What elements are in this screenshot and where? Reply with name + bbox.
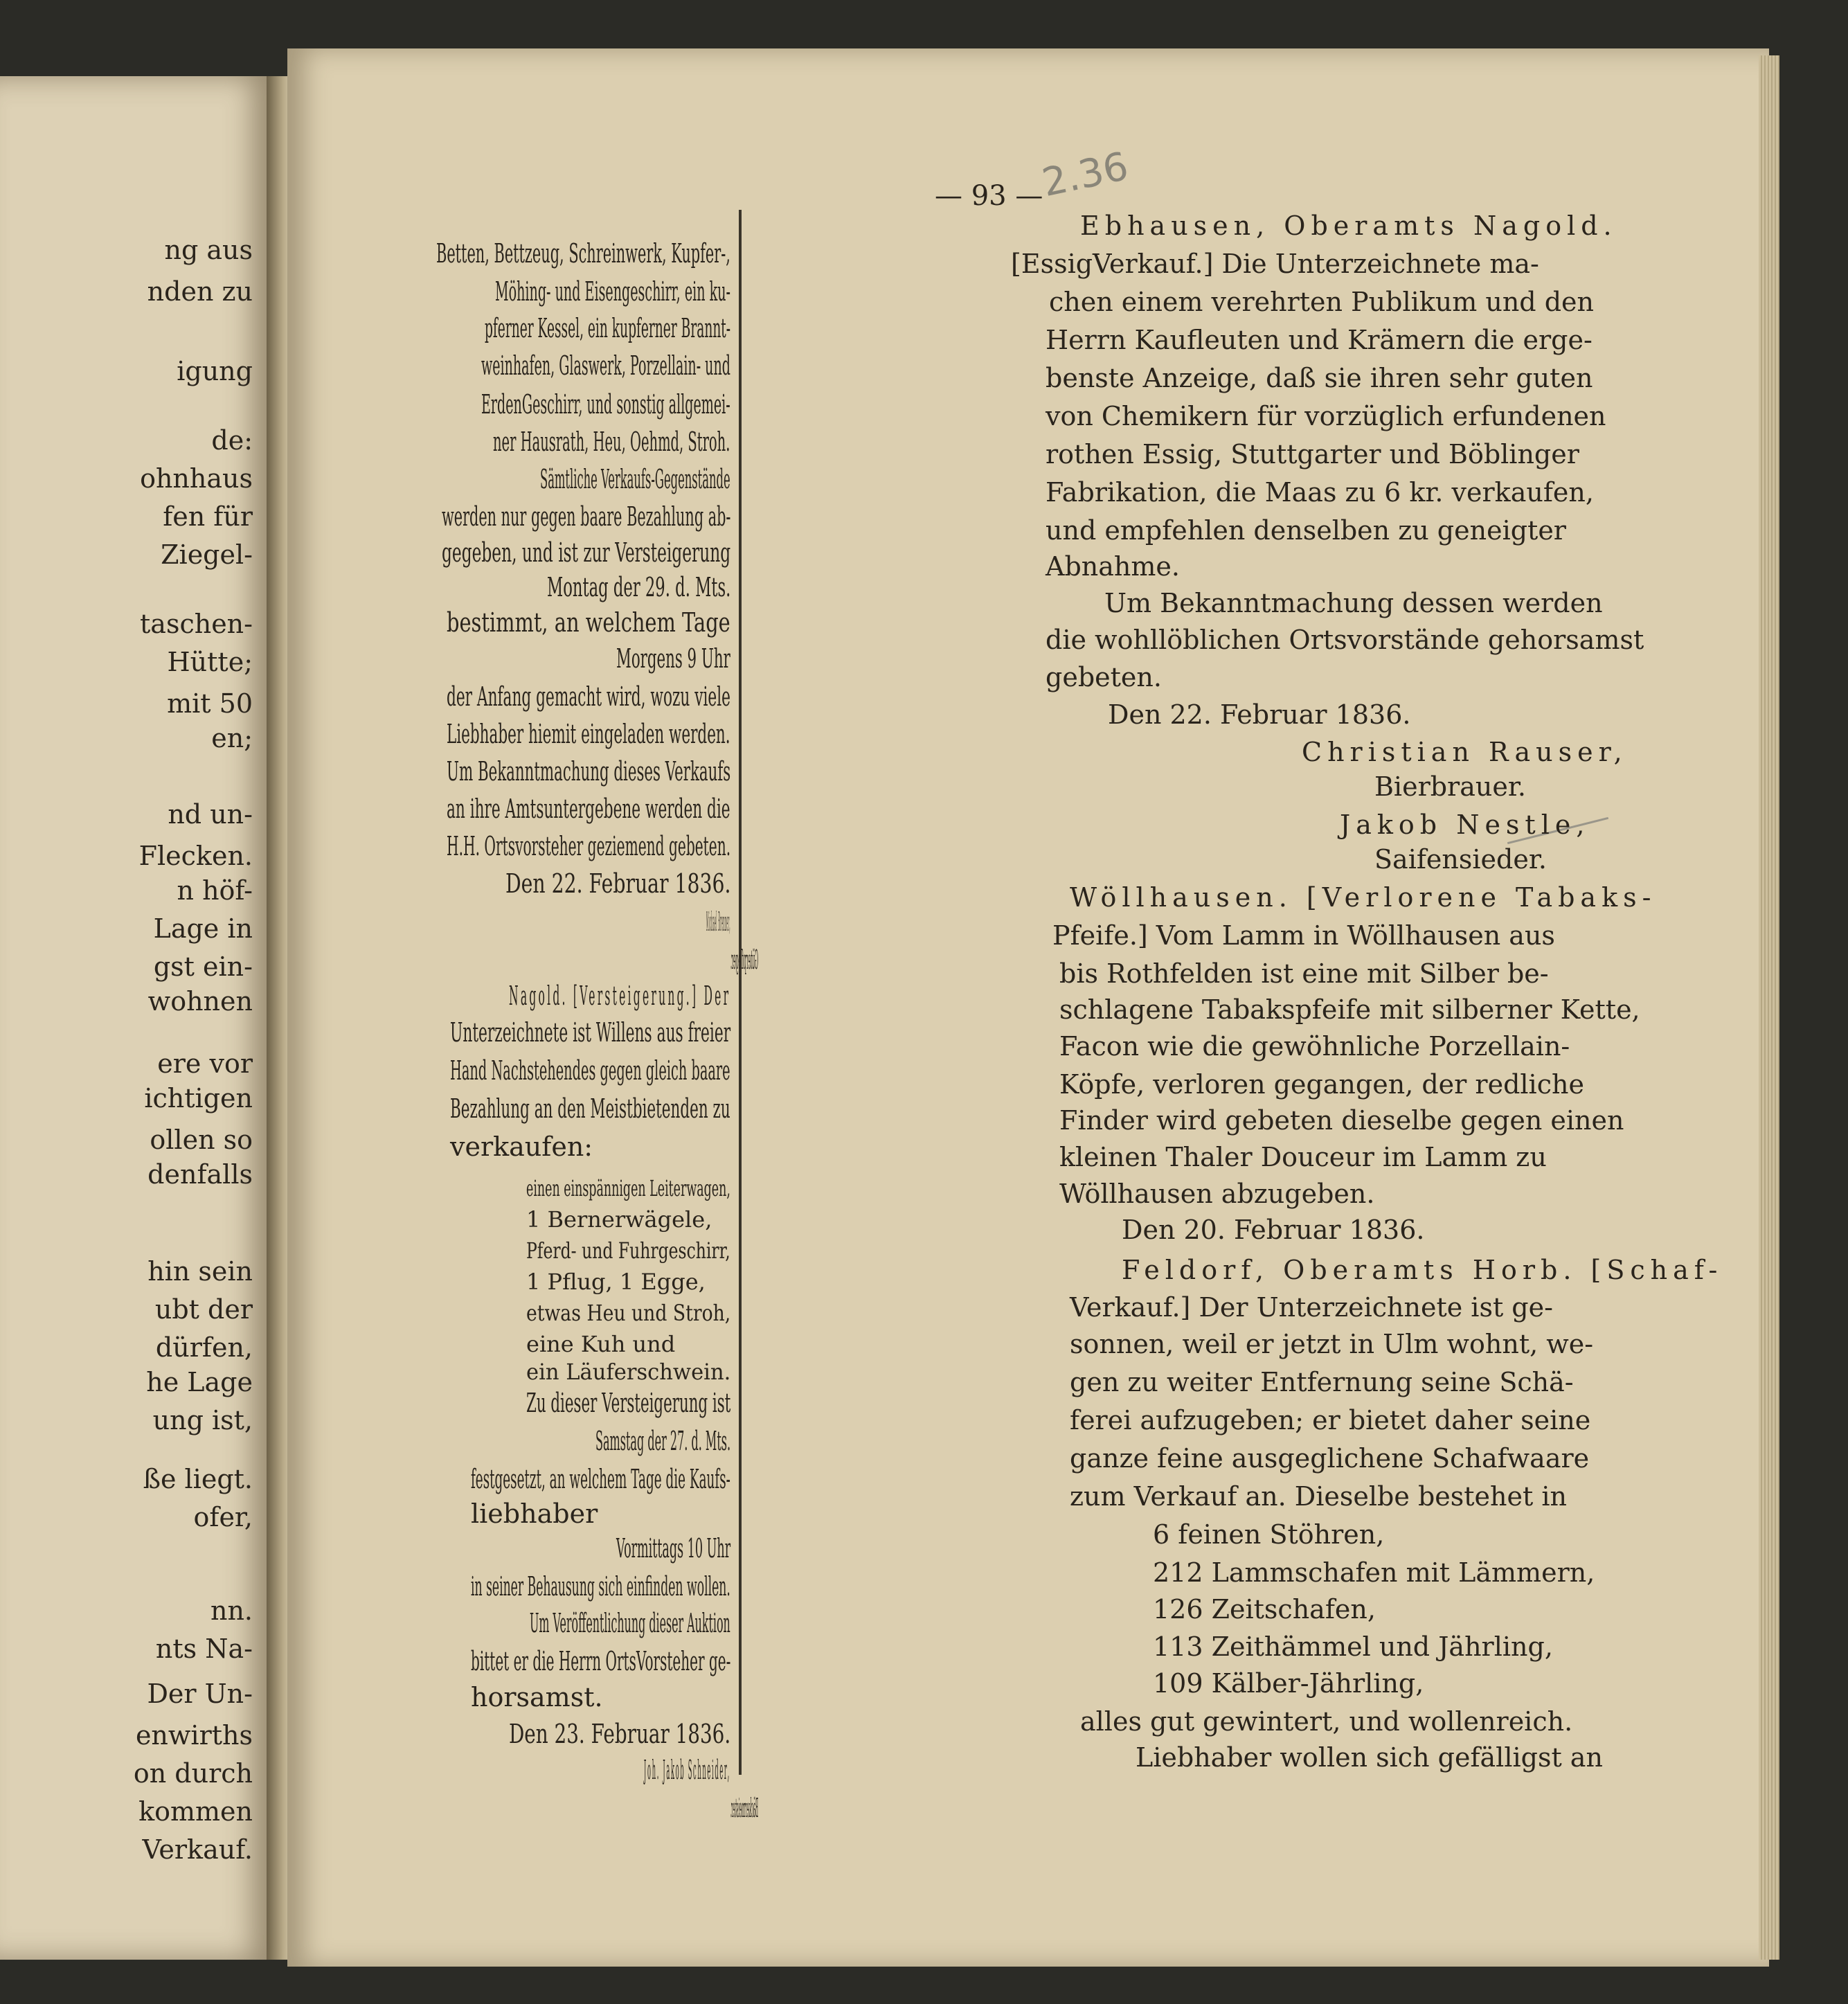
page-edge (1759, 55, 1779, 1960)
col1-line: der Anfang gemacht wird, wozu viele (447, 681, 730, 712)
col2-line: kleinen Thaler Douceur im Lamm zu (1059, 1142, 1547, 1172)
left-fragment: he Lage (146, 1367, 253, 1397)
col1-line: Samstag der 27. d. Mts. (595, 1426, 731, 1456)
col2-line: Facon wie die gewöhnliche Porzellain- (1059, 1031, 1570, 1062)
col2-line: 6 feinen Stöhren, (1153, 1519, 1385, 1550)
col1-line: weinhafen, Glaswerk, Porzellain- und (481, 350, 730, 381)
col2-line: Ebhausen, Oberamts Nagold. (1080, 211, 1617, 241)
col2-line: die wohllöblichen Ortsvorstände gehorsamst (1046, 625, 1644, 655)
col2-line: Herrn Kaufleuten und Krämern die erge- (1046, 325, 1593, 355)
col1-line: pferner Kessel, ein kupferner Brannt- (485, 313, 731, 343)
col2-line: Wöllhausen abzugeben. (1059, 1179, 1375, 1209)
col2-line: Saifensieder. (1374, 844, 1547, 875)
left-fragment: mit 50 (167, 688, 253, 719)
col2-line: Liebhaber wollen sich gefälligst an (1136, 1742, 1603, 1773)
col1-line: Sämtliche Verkaufs-Gegenstände (540, 464, 730, 494)
col1-line: horsamst. (471, 1682, 603, 1712)
col2-line: Den 20. Februar 1836. (1122, 1215, 1425, 1245)
pencil-note: 2.36 (1038, 143, 1133, 206)
left-fragment: Flecken. (138, 841, 253, 871)
left-fragment: ubt der (154, 1294, 253, 1325)
col2-line: Christian Rauser, (1302, 737, 1628, 767)
left-fragment: en; (211, 723, 253, 753)
col2-line: 113 Zeithämmel und Jährling, (1153, 1631, 1553, 1662)
left-fragment: Lage in (153, 913, 253, 944)
col2-line: bis Rothfelden ist eine mit Silber be- (1059, 958, 1549, 989)
left-fragment: igung (177, 356, 253, 386)
col2-line: gebeten. (1046, 662, 1162, 692)
col1-line: festgesetzt, an welchem Tage die Kaufs- (471, 1464, 730, 1494)
col1-line: 1 Pflug, 1 Egge, (526, 1269, 706, 1295)
left-fragment: nts Na- (155, 1634, 253, 1664)
col2-line: ferei aufzugeben; er bietet daher seine (1070, 1405, 1591, 1435)
col1-line: in seiner Behausung sich einfinden wollen. (471, 1571, 730, 1602)
left-fragment: denfalls (147, 1159, 253, 1190)
col1-line: Morgens 9 Uhr (616, 643, 730, 674)
col1-line: bestimmt, an welchem Tage (447, 607, 730, 638)
left-fragment: ung ist, (152, 1405, 253, 1435)
col1-line: liebhaber (471, 1498, 598, 1529)
col1-line: Bezahlung an den Meistbietenden zu (450, 1093, 730, 1124)
left-fragment: ere vor (157, 1048, 253, 1079)
col1-line: Pferd- und Fuhrgeschirr, (526, 1237, 730, 1264)
column-rule (739, 210, 742, 1775)
col1-line: Möhing- und Eisengeschirr, ein ku- (495, 276, 730, 307)
col2-line: rothen Essig, Stuttgarter und Böblinger (1046, 439, 1579, 469)
col1-line: Güterpfleger. (730, 945, 758, 975)
left-fragment: Der Un- (147, 1679, 253, 1709)
left-fragment: wohnen (147, 986, 253, 1017)
col2-line: 126 Zeitschafen, (1153, 1594, 1376, 1625)
col1-line: verkaufen: (450, 1131, 593, 1162)
col1-line: Hand Nachstehendes gegen gleich baare (450, 1055, 730, 1086)
col1-line: Den 23. Februar 1836. (509, 1719, 731, 1749)
left-fragment: ofer, (193, 1502, 253, 1532)
left-fragment: hin sein (147, 1256, 253, 1287)
col2-line: chen einem verehrten Publikum und den (1049, 287, 1594, 317)
left-fragment: nn. (210, 1595, 253, 1626)
left-fragment: Verkauf. (142, 1834, 253, 1865)
col1-line: gegeben, und ist zur Versteigerung (442, 537, 731, 568)
col2-line: [EssigVerkauf.] Die Unterzeichnete ma- (1011, 249, 1539, 279)
col2-line: Pfeife.] Vom Lamm in Wöllhausen aus (1052, 920, 1555, 951)
col1-line: Um Bekanntmachung dieses Verkaufs (447, 756, 731, 787)
col1-line: Unterzeichnete ist Willens aus freier (450, 1017, 731, 1048)
col1-line: Montag der 29. d. Mts. (547, 572, 731, 602)
left-fragment: fen für (163, 501, 253, 532)
col1-line: Joh. Jakob Schneider, (644, 1755, 731, 1785)
col1-line: ein Läuferschwein. (526, 1359, 731, 1385)
col2-line: Finder wird gebeten dieselbe gegen einen (1059, 1105, 1624, 1136)
col1-line: Vormittags 10 Uhr (616, 1533, 731, 1564)
col2-line: Abnahme. (1046, 551, 1180, 582)
col1-line: Betten, Bettzeug, Schreinwerk, Kupfer-, (436, 238, 730, 269)
col2-line: Bierbrauer. (1374, 771, 1526, 802)
col2-line: Fabrikation, die Maas zu 6 kr. verkaufen, (1046, 477, 1594, 508)
col2-line: Verkauf.] Der Unterzeichnete ist ge- (1070, 1292, 1553, 1323)
left-fragment: dürfen, (155, 1332, 253, 1363)
left-fragment: taschen- (140, 609, 253, 639)
col1-line: ner Hausrath, Heu, Oehmd, Stroh. (493, 427, 730, 457)
col1-line: werden nur gegen baare Bezahlung ab- (442, 501, 731, 532)
col1-line: Liebhaber hiemit eingeladen werden. (447, 719, 730, 749)
col2-line: sonnen, weil er jetzt in Ulm wohnt, we- (1070, 1329, 1594, 1359)
col1-line: an ihre Amtsuntergebene werden die (447, 794, 730, 824)
col1-line: Michael Brenner, (706, 906, 730, 937)
col2-line: 212 Lammschafen mit Lämmern, (1153, 1557, 1595, 1588)
col1-line: H.H. Ortsvorsteher geziemend gebeten. (447, 831, 731, 861)
col2-line: Jakob Nestle, (1340, 809, 1590, 840)
col2-line: zum Verkauf an. Dieselbe bestehet in (1070, 1481, 1567, 1512)
col2-line: gen zu weiter Entfernung seine Schä- (1070, 1367, 1574, 1397)
left-fragment: Ziegel- (161, 539, 253, 570)
col1-line: bittet er die Herrn OrtsVorsteher ge- (471, 1646, 731, 1676)
col1-line: etwas Heu und Stroh, (526, 1300, 731, 1326)
left-fragment: nd un- (168, 799, 253, 830)
col1-line: Den 22. Februar 1836. (505, 868, 731, 899)
left-fragment: ollen so (150, 1125, 253, 1155)
col2-line: Wöllhausen. [Verlorene Tabaks- (1070, 882, 1657, 913)
left-fragment: enwirths (135, 1720, 253, 1751)
col1-line: 1 Bernerwägele, (526, 1206, 712, 1233)
left-fragment: de: (211, 425, 253, 456)
left-fragment: kommen (138, 1796, 253, 1827)
col1-line: Bäckermeister. (730, 1793, 758, 1823)
left-fragment: Hütte; (167, 647, 253, 677)
col2-line: Feldorf, Oberamts Horb. [Schaf- (1122, 1255, 1723, 1285)
col1-line: Nagold. [Versteigerung.] Der (509, 981, 731, 1011)
col2-line: und empfehlen denselben zu geneigter (1046, 515, 1566, 546)
col2-line: ganze feine ausgeglichene Schafwaare (1070, 1443, 1590, 1474)
left-fragment: ng aus (164, 235, 253, 265)
left-fragment: ohnhaus (140, 463, 253, 494)
col1-line: ErdenGeschirr, und sonstig allgemei- (481, 389, 730, 420)
col1-line: einen einspännigen Leiterwagen, (526, 1175, 730, 1201)
col2-line: Den 22. Februar 1836. (1108, 699, 1411, 730)
left-fragment: on durch (133, 1758, 253, 1789)
col2-line: alles gut gewintert, und wollenreich. (1080, 1706, 1573, 1737)
col1-line: Zu dieser Versteigerung ist (526, 1388, 731, 1418)
left-fragment: ichtigen (144, 1083, 253, 1113)
col1-line: eine Kuh und (526, 1331, 676, 1357)
col1-line: Um Veröffentlichung dieser Auktion (530, 1608, 730, 1638)
col2-line: Köpfe, verloren gegangen, der redliche (1059, 1069, 1584, 1100)
col2-line: 109 Kälber-Jährling, (1153, 1668, 1424, 1699)
left-page (0, 76, 273, 1960)
left-fragment: nden zu (147, 276, 253, 307)
page-number: — 93 — (935, 180, 1043, 212)
col2-line: schlagene Tabakspfeife mit silberner Kette, (1059, 994, 1640, 1025)
col2-line: benste Anzeige, daß sie ihren sehr guten (1046, 363, 1593, 393)
col2-line: Um Bekanntmachung dessen werden (1104, 588, 1603, 618)
col2-line: von Chemikern für vorzüglich erfundenen (1046, 401, 1606, 431)
left-fragment: gst ein- (153, 951, 253, 982)
left-fragment: ße liegt. (143, 1464, 253, 1494)
left-fragment: n höf- (177, 875, 253, 906)
